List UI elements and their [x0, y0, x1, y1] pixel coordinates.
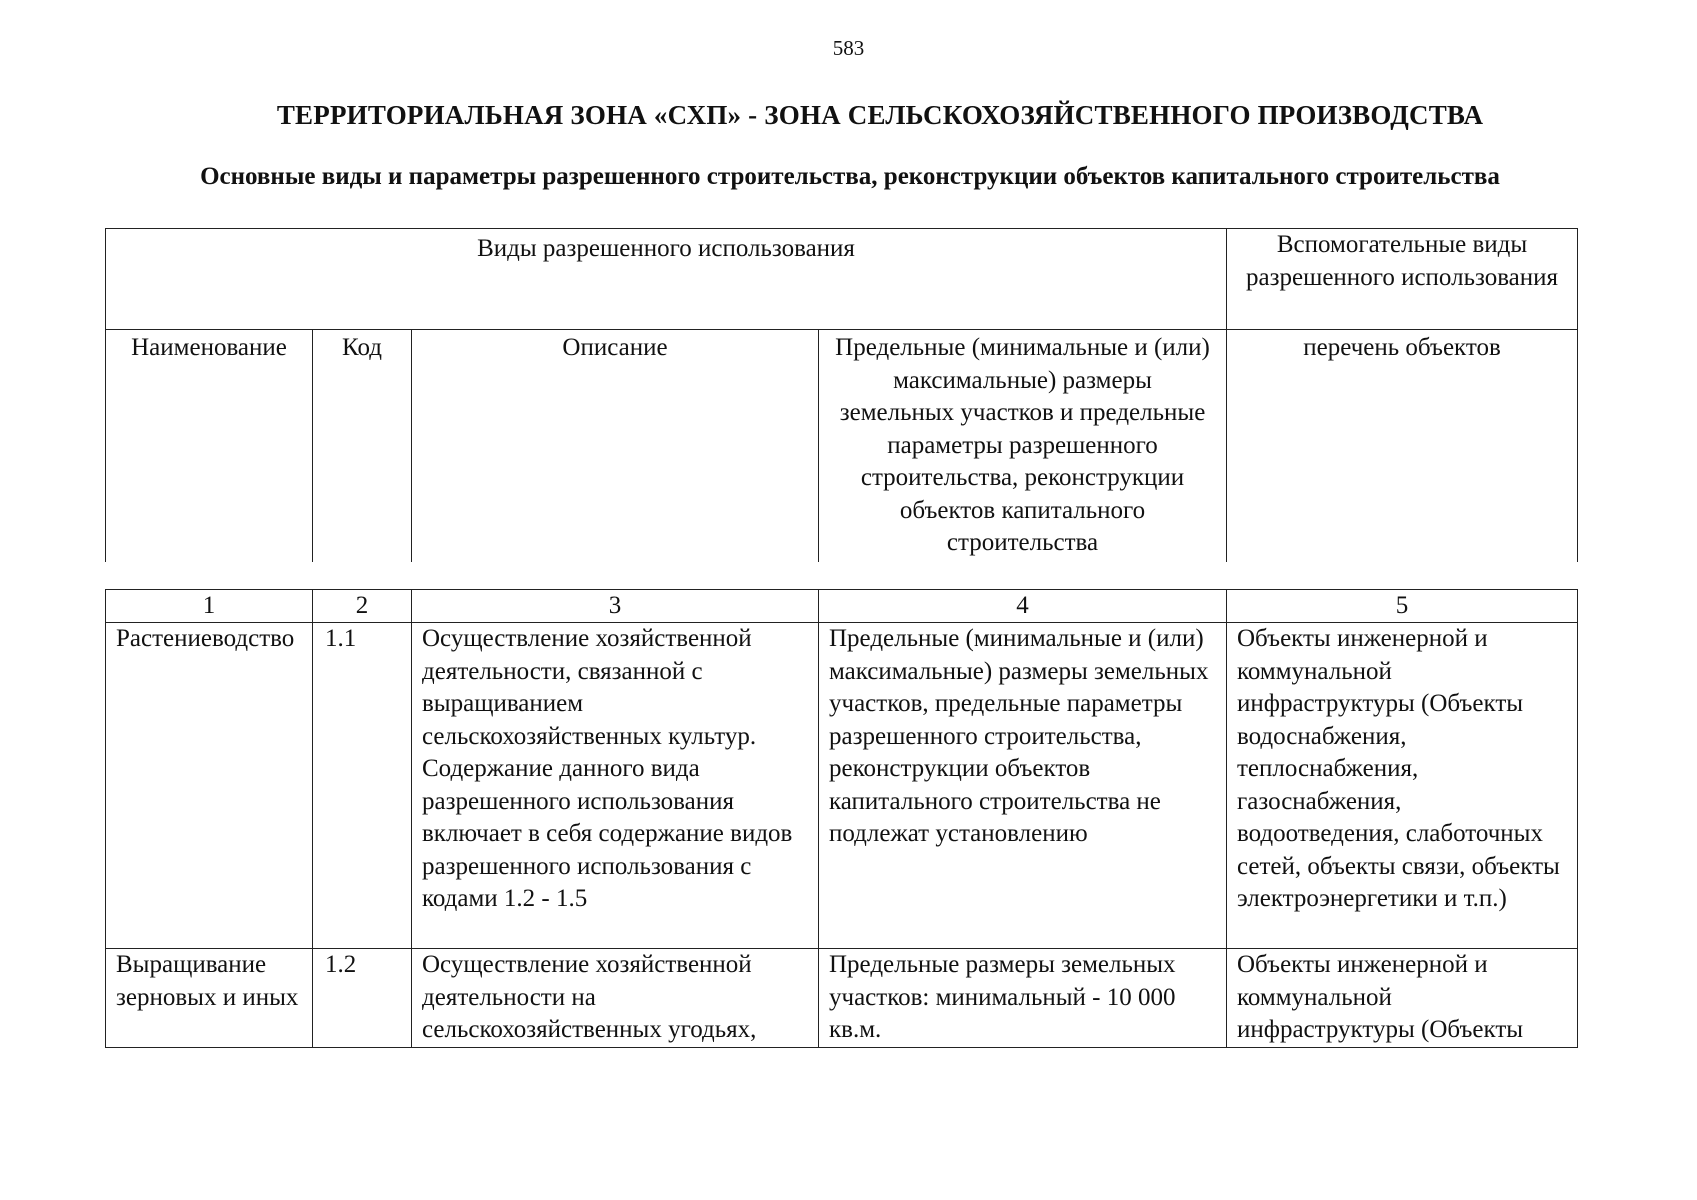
header-group-main: Виды разрешенного использования — [106, 229, 1227, 330]
cell-description: Осуществление хозяйственной деятельности, связанной с выращиванием сельскохозяйственных культур. Содержание данного вида разрешенного использования включает в себя содержание видов разрешенного использования с кодами 1.2 - 1.5 — [412, 623, 819, 949]
column-number: 2 — [313, 590, 412, 623]
page-number: 583 — [832, 36, 865, 60]
cell-limits: Предельные размеры земельных участков: минимальный - 10 000 кв.м. — [819, 949, 1227, 1048]
cell-name: Растениеводство — [106, 623, 313, 949]
header-col-code: Код — [313, 330, 412, 563]
column-number: 5 — [1227, 590, 1578, 623]
header-col-description: Описание — [412, 330, 819, 563]
zone-title: ТЕРРИТОРИАЛЬНАЯ ЗОНА «СХП» - ЗОНА СЕЛЬСКОХОЗЯЙСТВЕННОГО ПРОИЗВОДСТВА — [276, 100, 1484, 130]
header-col-objects: перечень объектов — [1227, 330, 1578, 563]
header-col-limits: Предельные (минимальные и (или) максимальные) размеры земельных участков и предельные параметры разрешенного строительства, реконструкции объектов капитального строительства — [819, 330, 1227, 563]
header-group-aux: Вспомогательные виды разрешенного использования — [1227, 229, 1578, 330]
cell-objects: Объекты инженерной и коммунальной инфраструктуры (Объекты водоснабжения, теплоснабжения, газоснабжения, водоотведения, слаботочных сетей, объекты связи, объекты электроэнергетики и т.п.) — [1227, 623, 1578, 949]
table-row — [106, 623, 1578, 949]
cell-name: Выращивание зерновых и иных — [106, 949, 313, 1048]
column-number: 3 — [412, 590, 819, 623]
cell-description: Осуществление хозяйственной деятельности на сельскохозяйственных угодьях, — [412, 949, 819, 1048]
column-number: 1 — [106, 590, 313, 623]
table-row — [106, 949, 1578, 1048]
column-number-row — [106, 590, 1578, 623]
cell-code: 1.2 — [313, 949, 412, 1048]
header-group-row — [106, 229, 1578, 330]
data-table — [105, 589, 1578, 1048]
header-columns-row — [106, 330, 1578, 563]
cell-code: 1.1 — [313, 623, 412, 949]
column-number: 4 — [819, 590, 1227, 623]
header-table — [105, 228, 1578, 562]
section-title: Основные виды и параметры разрешенного строительства, реконструкции объектов капитального строительства — [200, 163, 1500, 190]
cell-objects: Объекты инженерной и коммунальной инфраструктуры (Объекты — [1227, 949, 1578, 1048]
header-col-name: Наименование — [106, 330, 313, 563]
cell-limits: Предельные (минимальные и (или) максимальные) размеры земельных участков, предельные параметры разрешенного строительства, реконструкции объектов капитального строительства не подлежат установлению — [819, 623, 1227, 949]
